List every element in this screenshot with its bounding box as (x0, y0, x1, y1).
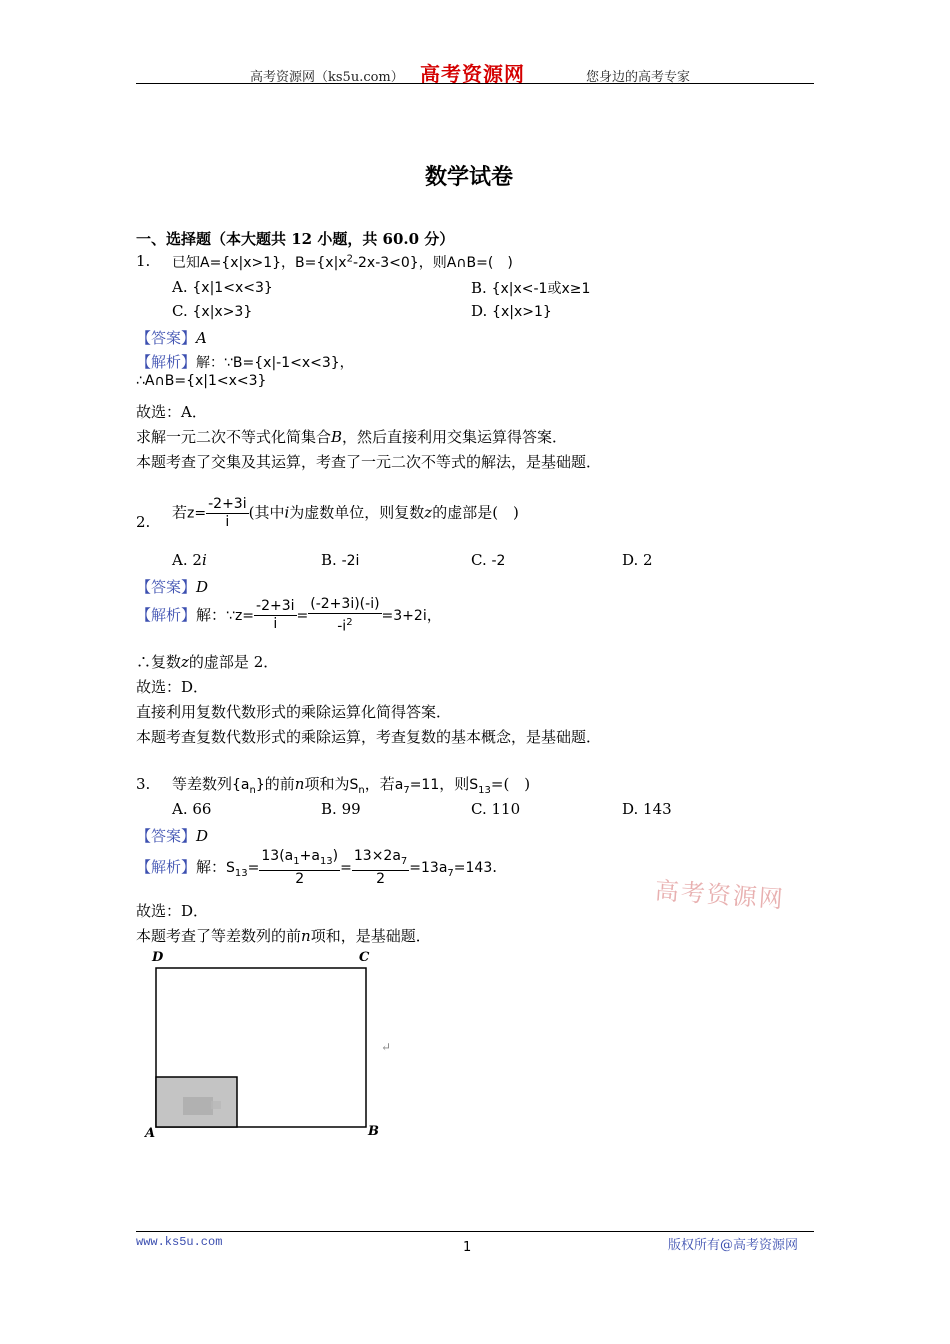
figure-svg (145, 950, 395, 1145)
option-var: i (201, 551, 207, 569)
paragraph-mark: ↵ (381, 1040, 392, 1054)
q3-option-a (172, 800, 211, 818)
q2-stem-part: 为虚数单位，则复数 (289, 503, 425, 522)
blurred-label (211, 1101, 221, 1109)
math-sub: 13 (319, 855, 333, 867)
fraction-numerator: -2+3i (208, 496, 247, 512)
math-text: 13×2a (353, 848, 401, 864)
q1-analysis-line2: ∴A∩B={x|1<x<3} (136, 373, 267, 389)
math-sub: 1 (293, 855, 300, 867)
analysis-text: 解： (196, 605, 227, 624)
q2-comment-1: 直接利用复数代数形式的乘除运算化简得答案． (136, 703, 452, 721)
fraction-denominator: i (273, 616, 278, 633)
q2-number: 2. (136, 513, 151, 531)
q2-analysis (136, 596, 442, 636)
option-text: 110 (491, 800, 521, 818)
q2-z-eq: z= (187, 505, 207, 522)
option-label: A. (172, 551, 188, 569)
q3-option-d (622, 800, 672, 818)
option-text: {x|x>3} (192, 304, 253, 320)
blurred-label (183, 1097, 213, 1115)
analysis-math: ∵z= (226, 607, 255, 624)
vertex-b: B (368, 1124, 379, 1139)
s13-text: S (469, 777, 479, 793)
q2-stem-part: 的虚部是( ) (432, 503, 519, 522)
q2-option-d (622, 551, 653, 569)
analysis-math (409, 859, 493, 879)
option-text: -2i (341, 553, 360, 569)
option-text: 143 (643, 800, 672, 818)
footer-copyright: 版权所有@高考资源网 (668, 1238, 799, 1253)
math-text: =13a (409, 859, 448, 876)
q3-choose: 故选：D． (136, 902, 209, 920)
q3-analysis-fraction-2 (352, 848, 409, 888)
sn-text: S (349, 777, 359, 793)
q3-option-b (321, 800, 361, 818)
analysis-math: = (340, 859, 352, 876)
q3-sn (349, 777, 365, 796)
q1-comment-2: 本题考查了交集及其运算，考查了一元二次不等式的解法，是基础题． (136, 453, 602, 471)
sn-sub: n (358, 784, 365, 796)
q1-stem-part: 已知A={x|x>1}，B={x|x (172, 255, 347, 271)
seq-sub: n (249, 784, 256, 796)
analysis-text: ∴复数 (136, 653, 182, 671)
q3-number: 3. (136, 775, 151, 793)
q2-option-c (471, 551, 505, 569)
fraction-denominator: 2 (295, 870, 305, 887)
comment-var: B (331, 428, 343, 446)
q2-stem (172, 496, 519, 531)
q1-option-c (172, 302, 252, 320)
option-label: A. (172, 278, 188, 296)
answer-tag: 【答案】 (136, 578, 197, 596)
q3-stem-var: n (294, 775, 305, 793)
q3-stem-part: 的前 (264, 775, 295, 793)
option-label: B. (321, 800, 337, 818)
q1-option-a (172, 278, 273, 296)
q3-stem-part: =( ) (490, 775, 531, 793)
answer-value: D (196, 827, 209, 845)
footer-site-link[interactable]: www.ks5u.com (136, 1235, 223, 1249)
option-label: A. (172, 800, 188, 818)
math-text: +a (299, 848, 320, 864)
analysis-math: = (296, 607, 309, 624)
option-text: 66 (192, 800, 212, 818)
analysis-text: 的虚部是 2． (188, 653, 279, 671)
fraction-numerator: (-2+3i)(-i) (310, 596, 380, 612)
fraction-den-sup: 2 (346, 617, 353, 628)
seq-text: {a (232, 777, 250, 793)
option-label: D. (622, 800, 639, 818)
header-rule (136, 83, 814, 84)
analysis-math (226, 859, 260, 879)
option-text: 2 (192, 551, 202, 569)
option-text: {x|x>1} (492, 304, 552, 320)
q1-stem (172, 252, 513, 272)
q3-stem (172, 773, 530, 796)
answer-tag: 【答案】 (136, 329, 197, 347)
math-sub: 13 (234, 867, 248, 879)
q1-option-b (471, 278, 590, 298)
analysis-text: . (492, 857, 498, 876)
math-sub: 7 (400, 855, 408, 867)
q2-analysis-line2 (136, 651, 278, 672)
q1-option-d (471, 302, 552, 320)
math-text: 13(a (261, 848, 294, 864)
section-heading: 一、选择题（本大题共 12 小题，共 60.0 分） (136, 230, 455, 248)
q3-analysis-fraction-1 (259, 848, 340, 888)
q1-answer (136, 327, 207, 348)
vertex-c: C (359, 950, 370, 965)
q2-stem-var: i (284, 503, 290, 522)
analysis-text: ， (426, 605, 442, 624)
s13-sub: 13 (478, 784, 491, 796)
answer-value: A (196, 329, 207, 347)
q1-number: 1. (136, 252, 151, 270)
q3-analysis (136, 848, 497, 888)
vertex-a: A (145, 1126, 156, 1141)
comment-text: 本题考查了等差数列的前 (136, 927, 302, 945)
option-text: 2 (643, 551, 653, 569)
math-text: S (226, 859, 235, 876)
comment-var: n (301, 927, 311, 945)
q2-choose: 故选：D． (136, 678, 209, 696)
seq-text: } (255, 777, 265, 793)
fraction-denominator: 2 (376, 870, 386, 887)
option-text: 99 (341, 800, 361, 818)
header-site-name: 高考资源网（ks5u.com） (250, 70, 404, 85)
fraction-numerator (259, 848, 340, 871)
option-label: C. (172, 302, 188, 320)
a7-text: a (394, 777, 404, 793)
q2-stem-part: (其中 (248, 503, 285, 522)
a7-val: =11 (409, 777, 440, 793)
math-text: =143 (453, 859, 493, 876)
comment-text: 项和，是基础题． (310, 927, 431, 945)
q3-stem-part: 项和为 (304, 775, 350, 793)
q3-answer (136, 825, 208, 846)
option-label: B. (471, 279, 487, 297)
math-sub: 7 (447, 867, 454, 879)
q2-stem-var: z (424, 503, 433, 522)
a7-sub: 7 (403, 784, 410, 796)
header-logo: 高考资源网 (420, 62, 525, 86)
q3-option-c (471, 800, 520, 818)
option-label: B. (321, 551, 337, 569)
q3-comment (136, 925, 431, 946)
analysis-text: 解：∵B={x|-1<x<3}， (196, 355, 354, 371)
analysis-var: z (181, 653, 189, 671)
option-label: D. (622, 551, 639, 569)
fraction-numerator: -2+3i (256, 598, 295, 615)
fraction-numerator (352, 848, 409, 871)
option-text: {x|x<-1或x≥1 (491, 281, 591, 297)
comment-text: 求解一元二次不等式化简集合 (136, 428, 332, 446)
q2-option-a (172, 551, 207, 569)
option-text: {x|1<x<3} (192, 280, 273, 296)
math-text: = (247, 859, 260, 876)
analysis-tag: 【解析】 (136, 605, 197, 624)
option-label: C. (471, 551, 487, 569)
vertex-d: D (152, 950, 164, 965)
q3-stem-part: 等差数列 (172, 775, 233, 793)
option-label: D. (471, 302, 488, 320)
answer-tag: 【答案】 (136, 827, 197, 845)
q2-option-b (321, 551, 359, 569)
q1-choose: 故选：A． (136, 403, 207, 421)
q2-fraction (206, 496, 249, 531)
q3-a7 (394, 777, 440, 796)
q2-analysis-fraction-1 (254, 598, 297, 633)
comment-text: ，然后直接利用交集运算得答案． (342, 428, 568, 446)
analysis-math: =3+2i (381, 607, 427, 624)
figure-rectangle (145, 950, 395, 1145)
page-number: 1 (463, 1240, 472, 1255)
fraction-denominator: i (225, 514, 230, 530)
footer-rule (136, 1231, 814, 1232)
fraction-den-text: -i (337, 618, 347, 635)
q2-comment-2: 本题考查复数代数形式的乘除运算，考查复数的基本概念，是基础题． (136, 728, 602, 746)
analysis-tag: 【解析】 (136, 353, 197, 371)
q2-analysis-fraction-2 (308, 596, 381, 636)
q2-stem-part: 若 (172, 503, 188, 522)
q1-stem-part: -2x-3<0}，则A∩B=( ) (352, 255, 513, 271)
watermark: 高考资源网 (654, 876, 786, 914)
option-label: C. (471, 800, 487, 818)
fraction-denominator (308, 614, 381, 636)
q3-stem-part: ，则 (439, 775, 470, 793)
analysis-tag: 【解析】 (136, 857, 197, 876)
q1-comment-1 (136, 426, 567, 447)
page-title: 数学试卷 (425, 164, 514, 190)
q3-s13 (469, 777, 491, 796)
q3-stem-part: ，若 (364, 775, 395, 793)
q1-analysis (136, 351, 354, 372)
header-slogan: 您身边的高考专家 (586, 70, 691, 85)
analysis-text: 解： (196, 857, 227, 876)
q2-answer (136, 576, 208, 597)
option-text: -2 (491, 553, 506, 569)
math-text: ) (332, 848, 339, 864)
q1-stem-sup: 2 (346, 253, 353, 265)
q3-seq (232, 777, 265, 796)
answer-value: D (196, 578, 209, 596)
